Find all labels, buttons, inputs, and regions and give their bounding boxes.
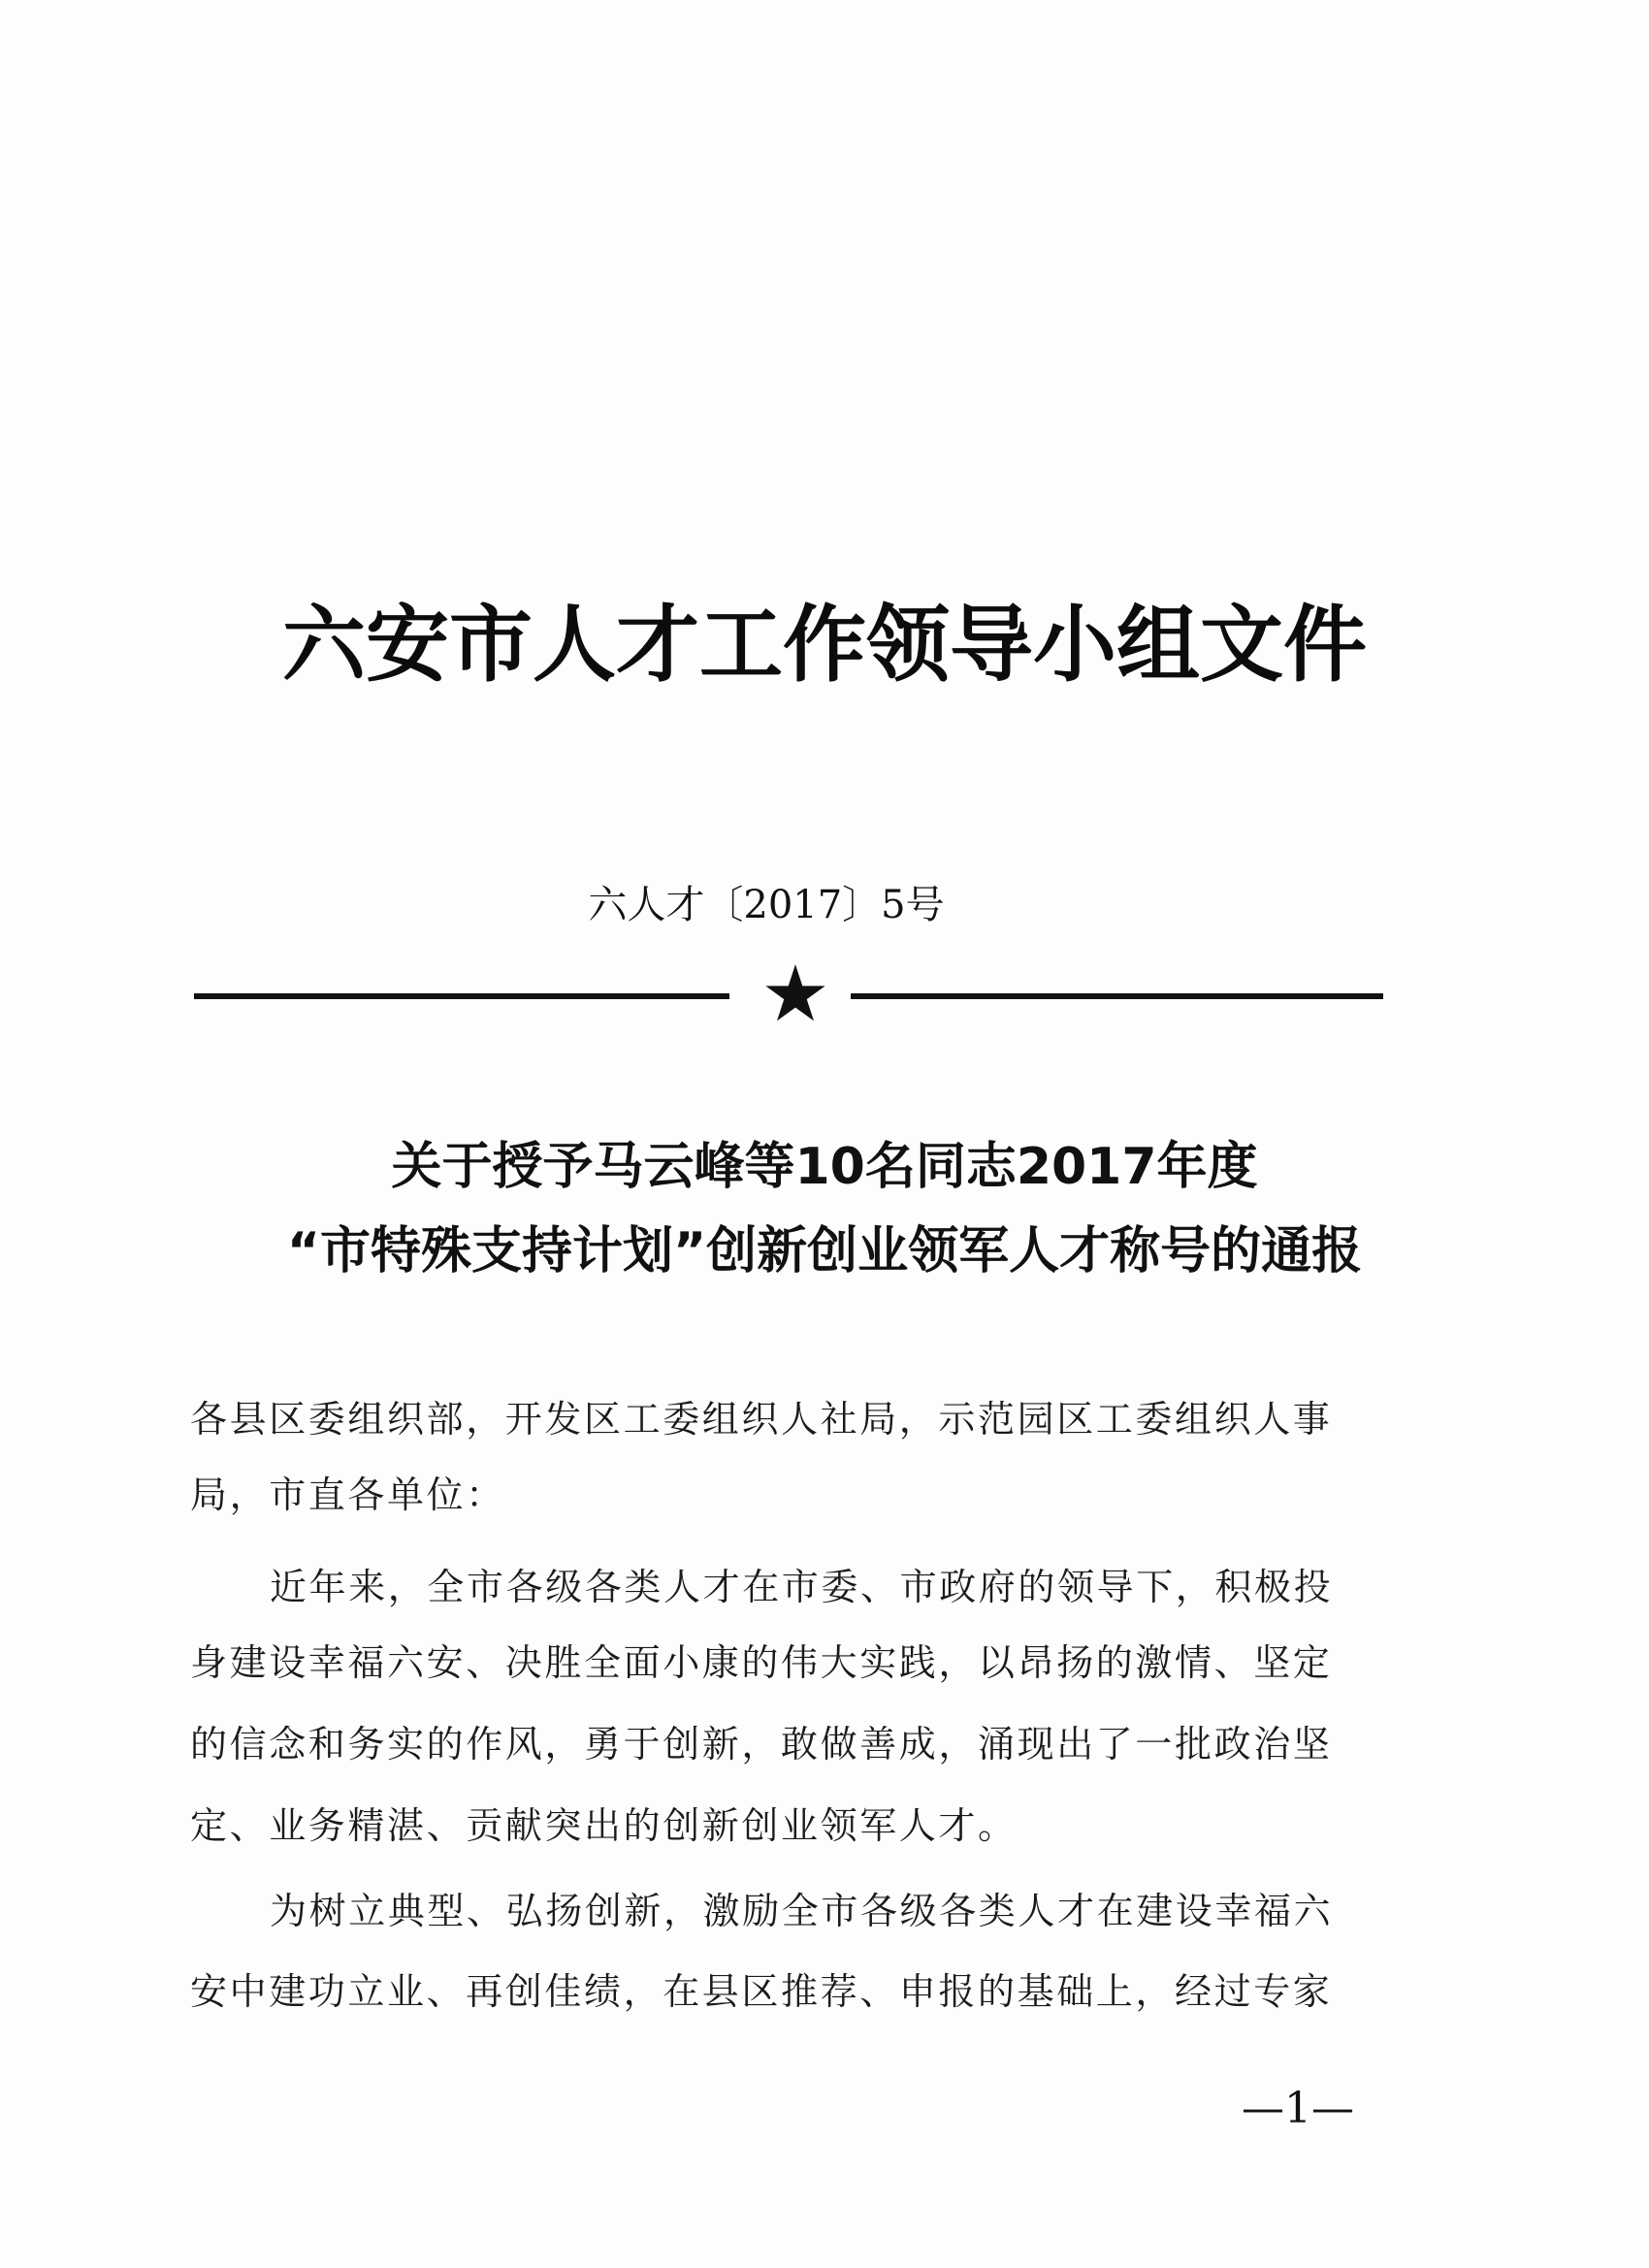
document-header-title: 六安市人才工作领导小组文件 <box>282 597 1367 694</box>
page-number: —1— <box>1242 2084 1354 2133</box>
body-line: 各县区委组织部，开发区工委组织人社局，示范园区工委组织人事 <box>190 1398 1333 1441</box>
notice-title-line-2: “市特殊支持计划”创新创业领军人才称号的通报 <box>286 1222 1363 1280</box>
divider-line-left <box>194 993 729 999</box>
body-line: 安中建功立业、再创佳绩，在县区推荐、申报的基础上，经过专家 <box>190 1970 1333 2013</box>
document-number: 六人才〔2017〕5号 <box>588 883 945 927</box>
body-line: 局，市直各单位： <box>190 1474 505 1516</box>
notice-title-line-1: 关于授予马云峰等10名同志2017年度 <box>391 1138 1258 1196</box>
body-line: 为树立典型、弘扬创新，激励全市各级各类人才在建设幸福六 <box>270 1890 1334 1932</box>
body-line: 身建设幸福六安、决胜全面小康的伟大实践，以昂扬的激情、坚定 <box>190 1641 1333 1684</box>
body-line: 的信念和务实的作风，勇于创新，敢做善成，涌现出了一批政治坚 <box>190 1723 1333 1766</box>
star-icon: ★ <box>760 949 830 1039</box>
body-line: 定、业务精湛、贡献突出的创新创业领军人才。 <box>190 1804 1018 1847</box>
body-line: 近年来，全市各级各类人才在市委、市政府的领导下，积极投 <box>270 1566 1334 1608</box>
divider-line-right <box>851 993 1383 999</box>
